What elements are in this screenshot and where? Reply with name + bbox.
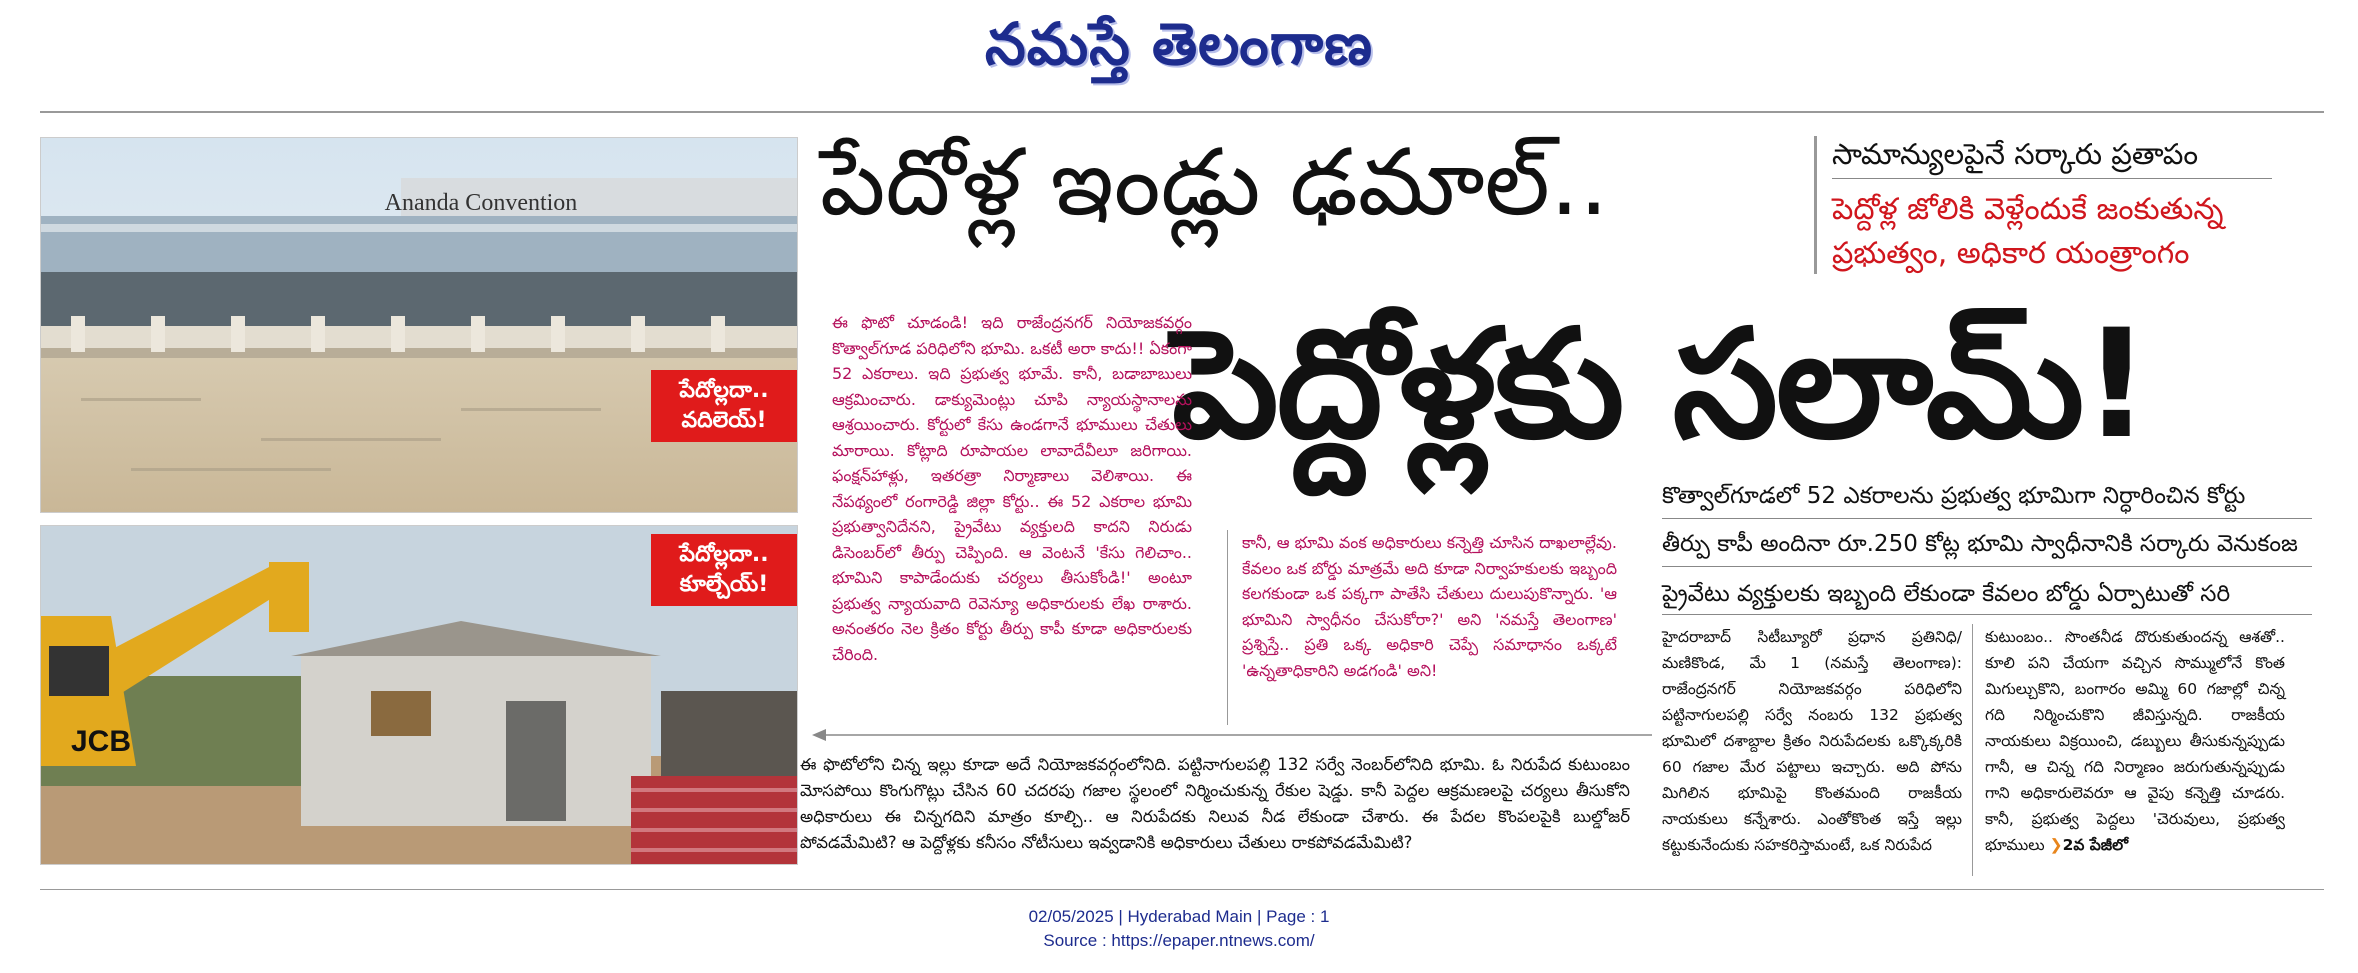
footer-rule	[40, 889, 2324, 890]
excavator-brand: JCB	[71, 725, 132, 758]
story-black-col2-text: కుటుంబం.. సొంతనీడ దొరుకుతుందన్న ఆశతో.. కూలి పని చేయగా వచ్చిన సొమ్ములోనే కొంత మిగుల్చుకొని, బంగారం అమ్మి 60 గజాల్లో చిన్న గది నిర్మించుకొని జీవిస్తున్నది. రాజకీయ నాయకులు విక్రయించి, డబ్బులు తీసుకున్నప్పుడు గానీ, ఆ చిన్న గది నిర్మాణం జరుగుతున్నప్పుడు గాని అధికారులెవరూ ఆ వైపు కన్నెత్తి చూడరు. కానీ, ప్రభుత్వ పెద్దలు 'చెరువులు, ప్రభుత్వ భూములు	[1985, 628, 2285, 854]
subhead-3: ప్రైవేటు వ్యక్తులకు ఇబ్బంది లేకుండా కేవలం బోర్డు ఏర్పాటుతో సరి	[1662, 581, 2231, 607]
subhead-rule-3	[1662, 614, 2312, 615]
tag-bottom-line2: కూల్చేయ్!	[679, 572, 769, 597]
continued-label: 2వ పేజీలో	[2062, 836, 2129, 854]
footer-edition: 02/05/2025 | Hyderabad Main | Page : 1	[1028, 907, 1330, 926]
story-pink-col1: ఈ ఫొటో చూడండి! ఇది రాజేంద్రనగర్ నియోజకవర్గం కొత్వాల్‌గూడ పరిధిలోని భూమి. ఒకటీ అరా కాదు!! ఏకంగా 52 ఎకరాలు. ఇది ప్రభుత్వ భూమే. కానీ, బడాబాబులు ఆక్రమించారు. డాక్యుమెంట్లు చూపి న్యాయస్థానాలను ఆశ్రయించారు. కోర్టులో కేసు ఉండగానే భూములు చేతులు మారాయి. కోట్లాది రూపాయల లావాదేవీలూ జరిగాయి. ఫంక్షన్‌హాళ్లు, ఇతరత్రా నిర్మాణాలు వెలిశాయి. ఈ నేపథ్యంలో రంగారెడ్డి జిల్లా కోర్టు.. ఈ 52 ఎకరాల భూమి ప్రభుత్వానిదేనని, ప్రైవేటు వ్యక్తులది కాదని నిరుడు డిసెంబర్‌లో తీర్పు చెప్పింది. ఆ వెంటనే 'కేసు గెలిచాం.. భూమిని కాపాడేందుకు చర్యలు తీసుకోండి!' అంటూ ప్రభుత్వ న్యాయవాది రెవెన్యూ అధికారులకు లేఖ రాశారు. అనంతరం నెల క్రితం కోర్టు తీర్పు కాపీ కూడా అధికారులకు చేరింది.	[832, 313, 1192, 664]
story-pink-col2: కానీ, ఆ భూమి వంక అధికారులు కన్నెత్తి చూసిన దాఖలాల్లేవు. కేవలం ఒక బోర్డు మాత్రమే అది కూడా నిర్వాహకులకు ఇబ్బంది కలగకుండా ఒక పక్కగా పాతేసి చేతులు దులుపుకొన్నారు. 'ఆ భూమిని స్వాధీనం చేసుకోరా?' అని 'నమస్తే తెలంగాణ' ప్రశ్నిస్తే.. ప్రతి ఒక్క అధికారి చెప్పే సమాధానం ఒక్కటే 'ఉన్నతాధికారిని అడగండి' అని!	[1242, 533, 1617, 680]
footer-source[interactable]: Source : https://epaper.ntnews.com/	[1043, 931, 1315, 950]
tag-bottom-line1: పేదోల్లదా..	[679, 542, 769, 567]
caption-arrow	[812, 727, 1652, 743]
convention-illustration	[41, 138, 797, 512]
tag-top-line1: పేదోల్లదా..	[679, 378, 769, 403]
kicker-divider	[1814, 136, 1817, 274]
tag-bottom	[651, 534, 797, 606]
kicker-red: పెద్దోళ్ల జోలికి వెళ్లేందుకే జంకుతున్న ప్రభుత్వం, అధికార యంత్రాంగం	[1832, 192, 2224, 271]
convention-sign: Ananda Convention	[384, 190, 578, 216]
black-col-divider	[1972, 624, 1973, 876]
photo-convention	[40, 137, 798, 513]
subhead-2: తీర్పు కాపీ అందినా రూ.250 కోట్ల భూమి స్వాధీనానికి సర్కారు వెనుకంజ	[1662, 531, 2298, 557]
kicker-rule	[1832, 178, 2272, 179]
subhead-1: కొత్వాల్‌గూడలో 52 ఎకరాలను ప్రభుత్వ భూమిగా నిర్ధారించిన కోర్టు	[1662, 483, 2246, 509]
photo-caption: ఈ ఫొటోలోని చిన్న ఇల్లు కూడా అదే నియోజకవర్గంలోనిది. పట్టినాగులపల్లి 132 సర్వే నెంబర్‌లోనిది భూమి. ఓ నిరుపేద కుటుంబం మోసపోయి కొంగుగొట్లు చేసిన 60 చదరపు గజాల స్థలంలో నిర్మించుకున్న రేకుల షెడ్డు. కానీ పెద్దల ఆక్రమణలపై చర్యలు తీసుకోని అధికారులు ఈ చిన్నగదిని మాత్రం కూల్చి.. ఆ నిరుపేదకు నిలువ నీడ లేకుండా చేశారు. ఈ పేదల కొంపలపైకి బుల్డోజర్ పోవడమేమిటి? ఆ పెద్దోళ్లకు కనీసం నోటీసులు ఇవ్వడానికి అధికారులు చేతులు రాకపోవడమేమిటి?	[800, 755, 1630, 852]
headline-big: పెద్దోళ్లకు సలామ్!	[1172, 298, 2149, 472]
continue-arrow-icon: ❯	[2049, 836, 2063, 854]
story-black-col1: హైదరాబాద్ సిటీబ్యూరో ప్రధాన ప్రతినిధి/ మణికొండ, మే 1 (నమస్తే తెలంగాణ): రాజేంద్రనగర్ నియోజకవర్గం పరిధిలోని పట్టినాగులపల్లి సర్వే నంబరు 132 ప్రభుత్వ భూమిలో దశాబ్దాల క్రితం నిరుపేదలకు ఒక్కొక్కరికి 60 గజాల మేర పట్టాలు ఇచ్చారు. అది పోను మిగిలిన భూమిపై కొంతమంది రాజకీయ నాయకులు కన్నేశారు. ఎంతోకొంత ఇస్తే ఇల్లు కట్టుకునేందుకు సహకరిస్తామంటే, ఒక నిరుపేద	[1662, 628, 1962, 854]
continued-link[interactable]	[2050, 836, 2129, 854]
pink-col-divider	[1227, 530, 1228, 725]
masthead-rule	[40, 111, 2324, 113]
tag-top-line2: వదిలెయ్!	[681, 408, 767, 433]
kicker-title: సామాన్యులపైనే సర్కారు ప్రతాపం	[1832, 137, 2199, 171]
story-black-col2	[1985, 624, 2285, 858]
tag-top	[651, 370, 797, 442]
subhead-rule-2	[1662, 566, 2312, 567]
masthead-title: నమస్తే తెలంగాణ	[985, 10, 1373, 78]
subhead-rule-1	[1662, 518, 2312, 519]
headline-main: పేదోళ్ల ఇండ్లు ఢమాల్..	[820, 129, 1609, 236]
